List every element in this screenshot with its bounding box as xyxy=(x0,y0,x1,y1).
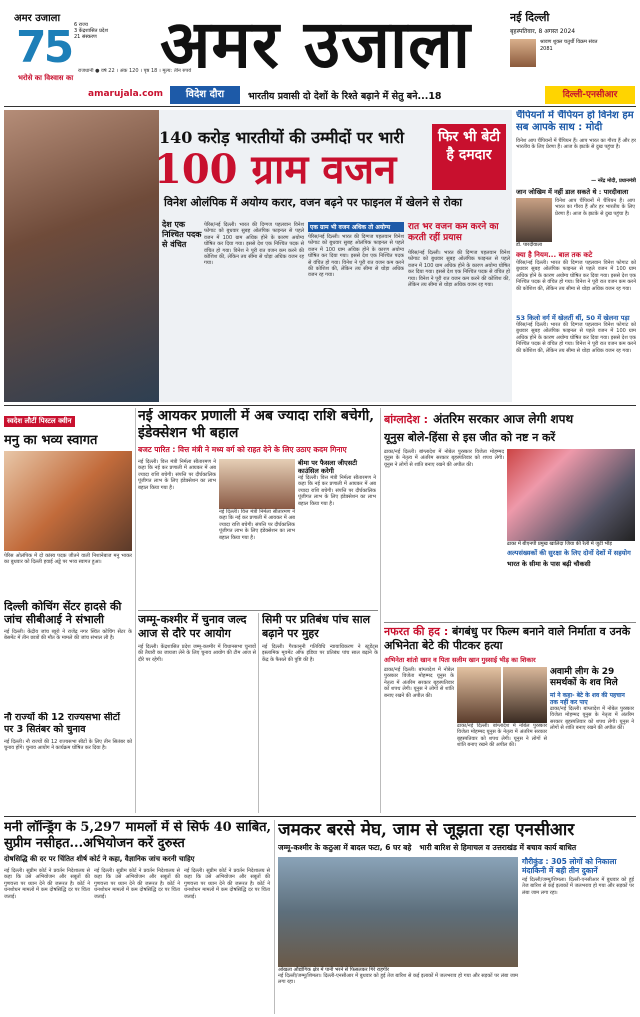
laundering-story xyxy=(4,820,272,1014)
rajyasabha-story xyxy=(4,712,132,812)
film-side-head: मां ने कहा- बेटे के शव की पहचान तक नहीं कर पाए xyxy=(550,692,625,706)
simi-body: नई दिल्ली। गैरकानूनी गतिविधि न्यायाधिकरण ने स्टूडेंट्स इस्लामिक मूवमेंट ऑफ इंडिया पर प्रतिबंध पांच साल बढ़ाने के केंद्र के फैसले की पुष्टि की है। xyxy=(262,644,378,663)
film-body: ढाका/नई दिल्ली। बांग्लादेश में नोबेल पुरस्कार विजेता मोहम्मद यूनुस के नेतृत्व में अंतरिम सरकार बृहस्पतिवार को शपथ लेगी। यूनुस ने लोगों से शांति बनाए रखने की अपील की। xyxy=(384,667,454,699)
coaching-headline: दिल्ली कोचिंग सेंटर हादसे की जांच सीबीआई ने संभाली xyxy=(4,600,122,626)
manu-story xyxy=(4,408,132,598)
rain-sub1: जम्मू-कश्मीर के कठुआ में बादल फटा, 6 घर बहे xyxy=(278,843,412,852)
rule-subhead: क्या है नियम... बाल तक कटे xyxy=(516,251,593,259)
anniversary-tagline: भरोसे का विश्वास का xyxy=(18,74,74,82)
website-link[interactable]: amarujala.com xyxy=(88,89,164,99)
laundering-body: नई दिल्ली। सुप्रीम कोर्ट ने प्रवर्तन निदेशालय से कहा कि उसे अभियोजन और सबूतों की गुणवत्ता पर ध्यान देने की जरूरत है। कोर्ट ने धनशोधन मामलों में कम दोषसिद्धि दर पर चिंता जताई। xyxy=(4,868,90,900)
coaching-story xyxy=(4,600,132,710)
film-side-body: ढाका/नई दिल्ली। बांग्लादेश में नोबेल पुरस्कार विजेता मोहम्मद यूनुस के नेतृत्व में अंतरिम सरकार बृहस्पतिवार को शपथ लेगी। यूनुस ने लोगों से शांति बनाए रखने की अपील की। xyxy=(550,706,634,732)
rain-story xyxy=(278,820,636,1014)
tax-body-2: नई दिल्ली। वित्त मंत्री निर्मला सीतारमण ने कहा कि नई कर प्रणाली में आयकर में अब ज्यादा राशि बचेगी। संपत्ति पर दीर्घकालिक पूंजीगत लाभ के लिए इंडेक्सेशन का लाभ बहाल किया गया है। xyxy=(219,509,295,541)
modi-story xyxy=(516,110,636,402)
meta-line: 21 संस्करण xyxy=(74,34,97,40)
film-body-2: ढाका/नई दिल्ली। बांग्लादेश में नोबेल पुरस्कार विजेता मोहम्मद यूनुस के नेतृत्व में अंतरिम सरकार बृहस्पतिवार को शपथ लेगी। यूनुस ने लोगों से शांति बनाए रखने की अपील की। xyxy=(457,723,547,749)
manu-photo xyxy=(4,451,132,551)
tax-caption: बीमा पर फैसला जीएसटी काउंसिल करेगी xyxy=(298,459,358,475)
leader-photo xyxy=(510,39,536,67)
bd-photo xyxy=(507,449,635,541)
bd-side-head: अल्पसंख्यकों की सुरक्षा के लिए दोनों देशों में सहयोग xyxy=(507,549,631,557)
laundering-body-3: नई दिल्ली। सुप्रीम कोर्ट ने प्रवर्तन निदेशालय से कहा कि उसे अभियोजन और सबूतों की गुणवत्ता पर ध्यान देने की जरूरत है। कोर्ट ने धनशोधन मामलों में कम दोषसिद्धि दर पर चिंता जताई। xyxy=(184,868,270,900)
issue-info: राजधानी ● वर्ष 22 । अंक 120 । पृष्ठ 18 । मूल्य: तीन रुपये xyxy=(78,68,192,74)
modi-headline: चैंपियनों में चैंपियन हो विनेश हम सब आपके साथ : मोदी xyxy=(516,110,634,133)
coaching-body: नई दिल्ली। केंद्रीय जांच ब्यूरो ने राजेंद्र नगर स्थित कोचिंग सेंटर के बेसमेंट में तीन छात्रों की मौत के मामले की जांच संभाल ली है। xyxy=(4,629,132,642)
modi-quote: विनेश आप चैंपियनों में चैंपियन हैं। आप भारत का गौरव हैं और हर भारतीय के लिए प्रेरणा हैं। आज के झटके से दुख पहुंचा है। xyxy=(516,138,636,151)
side-box-body: पेरिस/नई दिल्ली। भारत की दिग्गज पहलवान विनेश फोगाट को बुधवार सुबह ओलंपिक फाइनल से पहले वजन में 100 ग्राम अधिक होने के कारण अयोग्य घोषित कर दिया गया। इससे देश एक निश्चित पदक से वंचित हो गया। विनेश ने पूरी रात वजन कम करने की कोशिश की, लेकिन तय सीमा से थोड़ा अधिक वजन रह गया। xyxy=(408,250,510,289)
lead-body: पेरिस/नई दिल्ली। भारत की दिग्गज पहलवान विनेश फोगाट को बुधवार सुबह ओलंपिक फाइनल से पहले वजन में 100 ग्राम अधिक होने के कारण अयोग्य घोषित कर दिया गया। इससे देश एक निश्चित पदक से वंचित हो गया। विनेश ने पूरी रात वजन कम करने की कोशिश की, लेकिन तय सीमा से थोड़ा अधिक वजन रह गया। xyxy=(204,222,304,267)
box-body: विनेश आप चैंपियनों में चैंपियन हैं। आप भारत का गौरव हैं और हर भारतीय के लिए प्रेरणा हैं। आज के झटके से दुख पहुंचा है। xyxy=(555,198,635,217)
rain-side: गौरीकुंड : 305 लोगों को निकाला मंदाकिनी में बही तीन दुकानें xyxy=(522,857,617,875)
bd-tag: बांग्लादेश : xyxy=(384,413,429,426)
film-deck: अभिनेता शांतो खान व पिता सलीम खान गुस्साई भीड़ का शिकार xyxy=(384,656,536,664)
section-tag[interactable]: विदेश दौरा xyxy=(170,86,240,104)
film-headline: बंगबंधु पर फिल्म बनाने वाले निर्माता व उनके अभिनेता बेटे की पीटकर हत्या xyxy=(384,625,631,652)
jk-story xyxy=(138,613,256,813)
lead-story xyxy=(4,110,512,402)
rajyasabha-headline: नौ राज्यों की 12 राज्यसभा सीटों पर 3 सितंबर को चुनाव xyxy=(4,712,120,735)
simi-headline: सिमी पर प्रतिबंध पांच साल बढ़ाने पर मुहर xyxy=(262,613,371,640)
manu-tag: स्वदेश लौटीं पिस्टल क्वीन xyxy=(4,416,75,427)
rajyasabha-body: नई दिल्ली। नौ राज्यों की 12 राज्यसभा सीटों के लिए तीन सितंबर को चुनाव होंगे। चुनाव आयोग ने कार्यक्रम घोषित कर दिया है। xyxy=(4,739,132,752)
laundering-deck: दोषसिद्धि की दर पर चिंतित शीर्ष कोर्ट ने कहा, वैज्ञानिक जांच करनी चाहिए xyxy=(4,855,195,863)
bd-caption: ढाका में बीएनपी प्रमुख खालिदा जिया की रैली में जुटी भीड़ xyxy=(507,541,612,547)
lead-kicker: 140 करोड़ भारतीयों की उम्मीदों पर भारी xyxy=(159,128,405,147)
meta-line: 3 केंद्रशासित प्रदेश xyxy=(74,28,108,34)
tax-headline: नई आयकर प्रणाली में अब ज्यादा राशि बचेगी, इंडेक्सेशन भी बहाल xyxy=(138,408,375,441)
athlete-photo xyxy=(4,110,159,402)
jk-body: नई दिल्ली। केंद्रशासित प्रदेश जम्मू-कश्मीर में विधानसभा चुनावों की तैयारी का जायजा लेने के लिए चुनाव आयोग की टीम आज से दौरे पर रहेगी। xyxy=(138,644,256,663)
bd-body: ढाका/नई दिल्ली। बांग्लादेश में नोबेल पुरस्कार विजेता मोहम्मद यूनुस के नेतृत्व में अंतरिम सरकार बृहस्पतिवार को शपथ लेगी। यूनुस ने लोगों से शांति बनाए रखने की अपील की। xyxy=(384,449,504,468)
judge-photo xyxy=(516,198,552,242)
edition-info xyxy=(510,10,635,84)
bangladesh-story xyxy=(384,408,636,618)
lead-headline: 100 ग्राम वजन xyxy=(154,146,397,193)
edition-city: नई दिल्ली xyxy=(510,11,550,24)
lead-col-title: एक ग्राम भी वजन अधिक तो अयोग्य xyxy=(308,222,404,232)
tax-body: नई दिल्ली। वित्त मंत्री निर्मला सीतारमण ने कहा कि नई कर प्रणाली में आयकर में अब ज्यादा राशि बचेगी। संपत्ति पर दीर्घकालिक पूंजीगत लाभ के लिए इंडेक्सेशन का लाभ बहाल किया गया है। xyxy=(138,459,216,491)
rain-sub2: भारी बारिश से हिमाचल व उत्तराखंड में बचाव कार्य बाधित xyxy=(419,843,577,852)
box-title: जान जोखिम में नहीं डाल सकते थे : पारदीवाला xyxy=(516,188,629,196)
film-side: अवामी लीग के 29 समर्थकों के शव मिले xyxy=(550,667,618,688)
bd-subhead: यूनुस बोले-हिंसा से इस जीत को नष्ट न करें xyxy=(384,431,556,444)
rain-body: नई दिल्ली/जम्मू/शिमला। दिल्ली-एनसीआर में बुधवार को हुई तेज बारिश से कई इलाकों में जलभराव हो गया और सड़कों पर लंबा जाम लगा रहा। xyxy=(278,973,518,986)
rain-side-body: नई दिल्ली/जम्मू/शिमला। दिल्ली-एनसीआर में बुधवार को हुई तेज बारिश से कई इलाकों में जलभराव हो गया और सड़कों पर लंबा जाम लगा रहा। xyxy=(522,877,634,896)
producer-photo xyxy=(457,667,501,723)
bd-headline: अंतरिम सरकार आज लेगी शपथ xyxy=(433,412,574,426)
actor-photo xyxy=(503,667,547,723)
masthead-title[interactable]: अमर उजाला xyxy=(160,6,471,82)
simi-story xyxy=(262,613,378,813)
laundering-headline: मनी लॉन्ड्रिंग के 5,297 मामलों में से सिर्फ 40 साबित, सुप्रीम नसीहत...अभियोजन करें दुरुस्त xyxy=(4,820,272,851)
panchang: श्रावण शुक्ल चतुर्थी विक्रम संवत 2081 xyxy=(540,39,598,52)
manu-headline: मनु का भव्य स्वागत xyxy=(4,433,98,448)
modi-attribution: — नरेंद्र मोदी, प्रधानमंत्री xyxy=(591,178,636,184)
rule-body: पेरिस/नई दिल्ली। भारत की दिग्गज पहलवान विनेश फोगाट को बुधवार सुबह ओलंपिक फाइनल से पहले वजन में 100 ग्राम अधिक होने के कारण अयोग्य घोषित कर दिया गया। इससे देश एक निश्चित पदक से वंचित हो गया। विनेश ने पूरी रात वजन कम करने की कोशिश की, लेकिन तय सीमा से थोड़ा अधिक वजन रह गया। xyxy=(516,260,636,292)
lead-subhead: विनेश ओलंपिक में अयोग्य करार, वजन बढ़ने पर फाइनल में खेलने से रोका xyxy=(164,196,463,209)
laundering-body-2: नई दिल्ली। सुप्रीम कोर्ट ने प्रवर्तन निदेशालय से कहा कि उसे अभियोजन और सबूतों की गुणवत्ता पर ध्यान देने की जरूरत है। कोर्ट ने धनशोधन मामलों में कम दोषसिद्धि दर पर चिंता जताई। xyxy=(94,868,180,900)
rain-photo xyxy=(278,857,518,967)
minister-photo xyxy=(219,459,295,509)
film-tag: नफरत की हद : xyxy=(384,625,449,638)
anniversary-number: 75 xyxy=(16,22,72,73)
edition-date: बृहस्पतिवार, 8 अगस्त 2024 xyxy=(510,28,576,35)
tax-deck: बजट पारित : वित्त मंत्री ने मध्य वर्ग को राहत देने के लिए उठाए कदम गिनाए xyxy=(138,445,347,454)
rain-caption: ओखला औद्योगिक क्षेत्र में पानी भरने से फिसलकर गिरे राहगीर xyxy=(278,967,390,973)
manu-caption: पेरिस ओलंपिक में दो कांस्य पदक जीतने वाली निशानेबाज मनु भाकर का बुधवार को दिल्ली हवाई अड्डे पर भव्य स्वागत हुआ। xyxy=(4,553,132,566)
bd-side-head2: भारत के सीमा के पास बढ़ी चौकसी xyxy=(507,560,591,568)
rain-headline: जमकर बरसे मेघ, जाम से जूझता रहा एनसीआर xyxy=(278,820,575,840)
film-story xyxy=(384,625,636,813)
stat-head: 53 किलो वर्ग में खेलतीं थीं, 50 में खेलना पड़ा xyxy=(516,314,630,322)
judge-caption: डॉ. पारदीवाला xyxy=(516,242,543,248)
top-strip-headline[interactable]: भारतीय प्रवासी दो देशों के रिश्ते बढ़ाने में सेतु बने...18 xyxy=(248,91,442,102)
nav-strip xyxy=(0,86,640,104)
lead-caption: देश एक निश्चित पदक से वंचित xyxy=(162,220,202,249)
lead-badge: फिर भी बेटी है दमदार xyxy=(432,124,506,190)
stat-body: पेरिस/नई दिल्ली। भारत की दिग्गज पहलवान विनेश फोगाट को बुधवार सुबह ओलंपिक फाइनल से पहले वजन में 100 ग्राम अधिक होने के कारण अयोग्य घोषित कर दिया गया। इससे देश एक निश्चित पदक से वंचित हो गया। विनेश ने पूरी रात वजन कम करने की कोशिश की, लेकिन तय सीमा से थोड़ा अधिक वजन रह गया। xyxy=(516,322,636,354)
meta-line: 6 राज्य xyxy=(74,22,88,28)
side-box-title: रात भर वजन कम करने का करती रहीं प्रयास xyxy=(408,222,499,243)
region-tag[interactable]: दिल्ली-एनसीआर xyxy=(545,86,635,104)
logo-small: अमर उजाला xyxy=(14,13,61,24)
lead-body-2: पेरिस/नई दिल्ली। भारत की दिग्गज पहलवान विनेश फोगाट को बुधवार सुबह ओलंपिक फाइनल से पहले वजन में 100 ग्राम अधिक होने के कारण अयोग्य घोषित कर दिया गया। इससे देश एक निश्चित पदक से वंचित हो गया। विनेश ने पूरी रात वजन कम करने की कोशिश की, लेकिन तय सीमा से थोड़ा अधिक वजन रह गया। xyxy=(308,234,404,279)
tax-story xyxy=(138,408,378,608)
jk-headline: जम्मू-कश्मीर में चुनाव जल्द आज से दौरे पर आयोग xyxy=(138,613,247,640)
tax-body-3: नई दिल्ली। वित्त मंत्री निर्मला सीतारमण ने कहा कि नई कर प्रणाली में आयकर में अब ज्यादा राशि बचेगी। संपत्ति पर दीर्घकालिक पूंजीगत लाभ के लिए इंडेक्सेशन का लाभ बहाल किया गया है। xyxy=(298,475,376,507)
